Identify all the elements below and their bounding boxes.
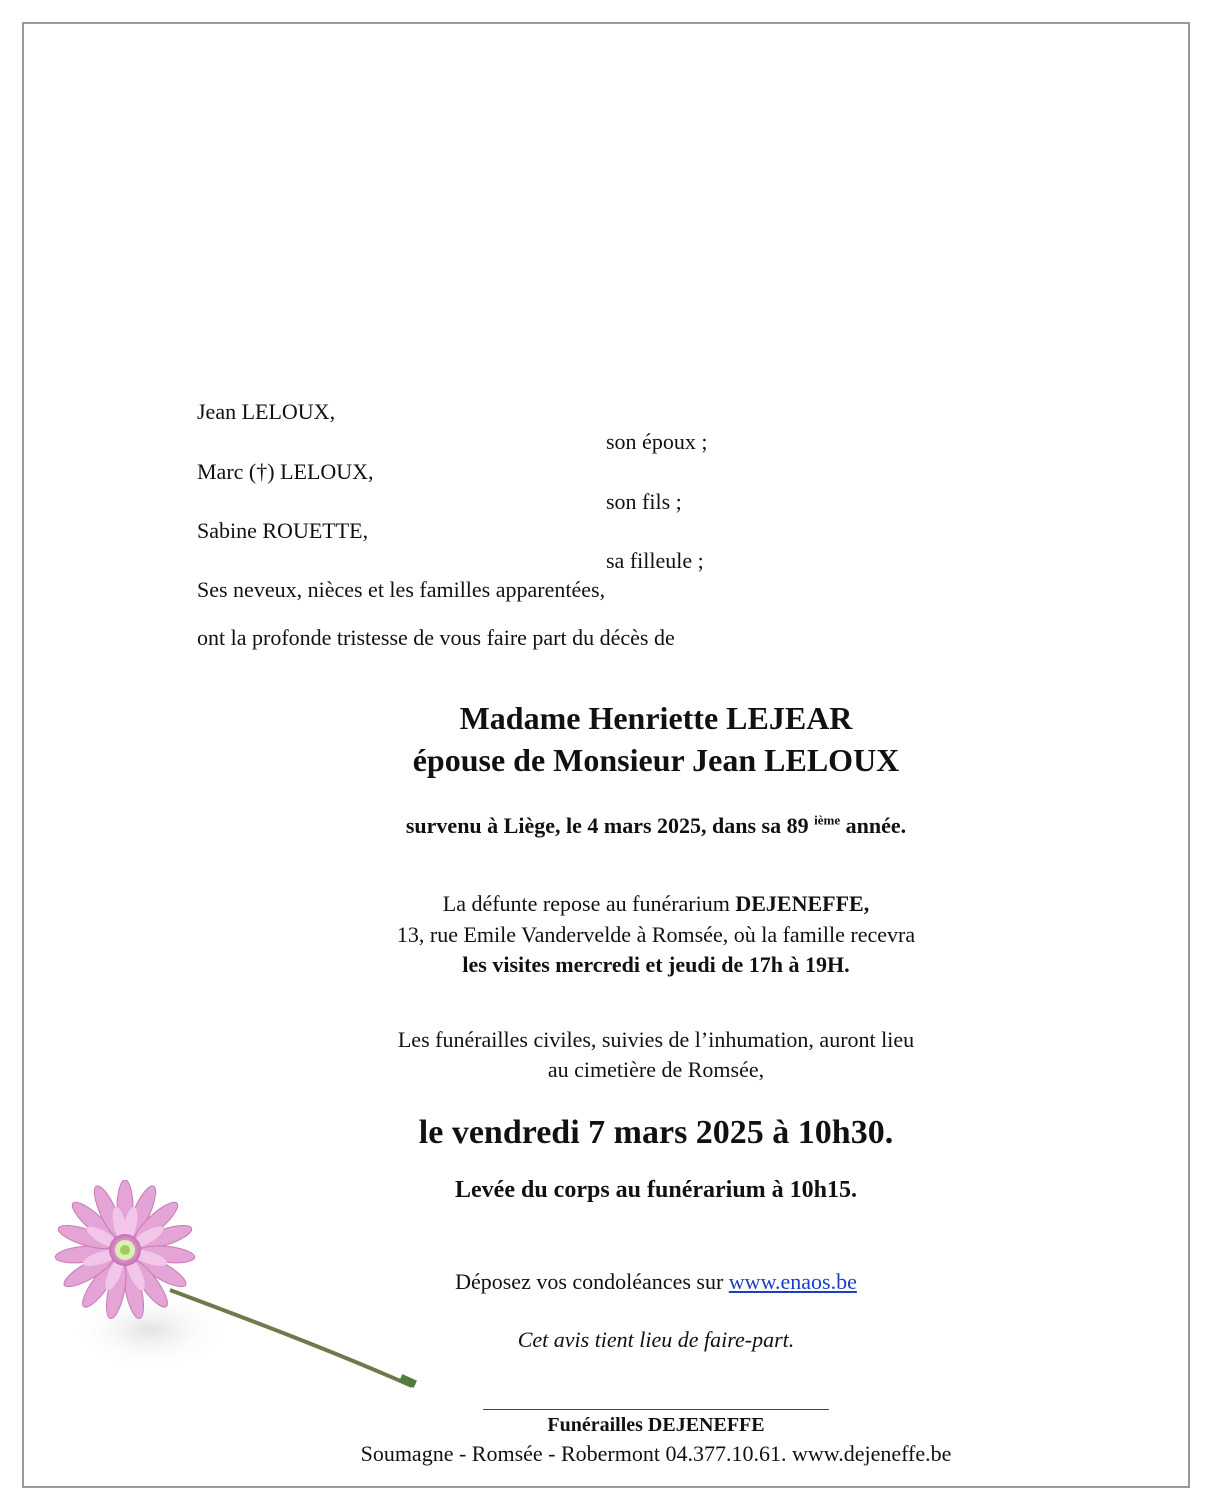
announcement-intro: ont la profonde tristesse de vous faire part du décès de [197,625,675,650]
notice-statement: Cet avis tient lieu de faire-part. [517,1327,795,1352]
family-relation-2: son fils ; [606,489,682,514]
footer-divider [483,1409,829,1410]
body-lifting: Levée du corps au funérarium à 10h15. [455,1177,857,1203]
visiting-hours: les visites mercredi et jeudi de 17h à 19H. [462,952,850,977]
flower-illustration [40,1180,440,1410]
deceased-spouse-line: épouse de Monsieur Jean LELOUX [412,742,900,778]
funeral-description: Les funérailles civiles, suivies de l’inhumation, auront lieu [397,1027,915,1052]
death-details: survenu à Liège, le 4 mars 2025, dans sa 89 $^{ième}$ année. [405,812,907,838]
family-member-3: Sabine ROUETTE, [197,518,369,543]
deceased-name: Madame Henriette LEJEAR [459,700,853,736]
rest-location: La défunte repose au funérarium DEJENEFFE, [442,891,870,916]
extended-family: Ses neveux, nièces et les familles apparentées, [197,577,606,602]
funeral-date: le vendredi 7 mars 2025 à 10h30. [418,1114,894,1151]
condolences-link[interactable]: www.enaos.be [728,1269,857,1294]
rest-address: 13, rue Emile Vandervelde à Romsée, où la famille recevra [396,922,916,947]
funeral-place: au cimetière de Romsée, [547,1057,765,1082]
footer-contact: Soumagne - Romsée - Robermont 04.377.10.61. www.dejeneffe.be [360,1441,952,1466]
condolences-line: Déposez vos condoléances sur www.enaos.be [455,1269,857,1294]
footer-company: Funérailles DEJENEFFE [547,1414,765,1436]
family-relation-3: sa filleule ; [606,548,704,573]
family-relation-1: son époux ; [606,429,708,454]
family-member-2: Marc (†) LELOUX, [197,459,374,484]
family-member-1: Jean LELOUX, [197,399,336,424]
